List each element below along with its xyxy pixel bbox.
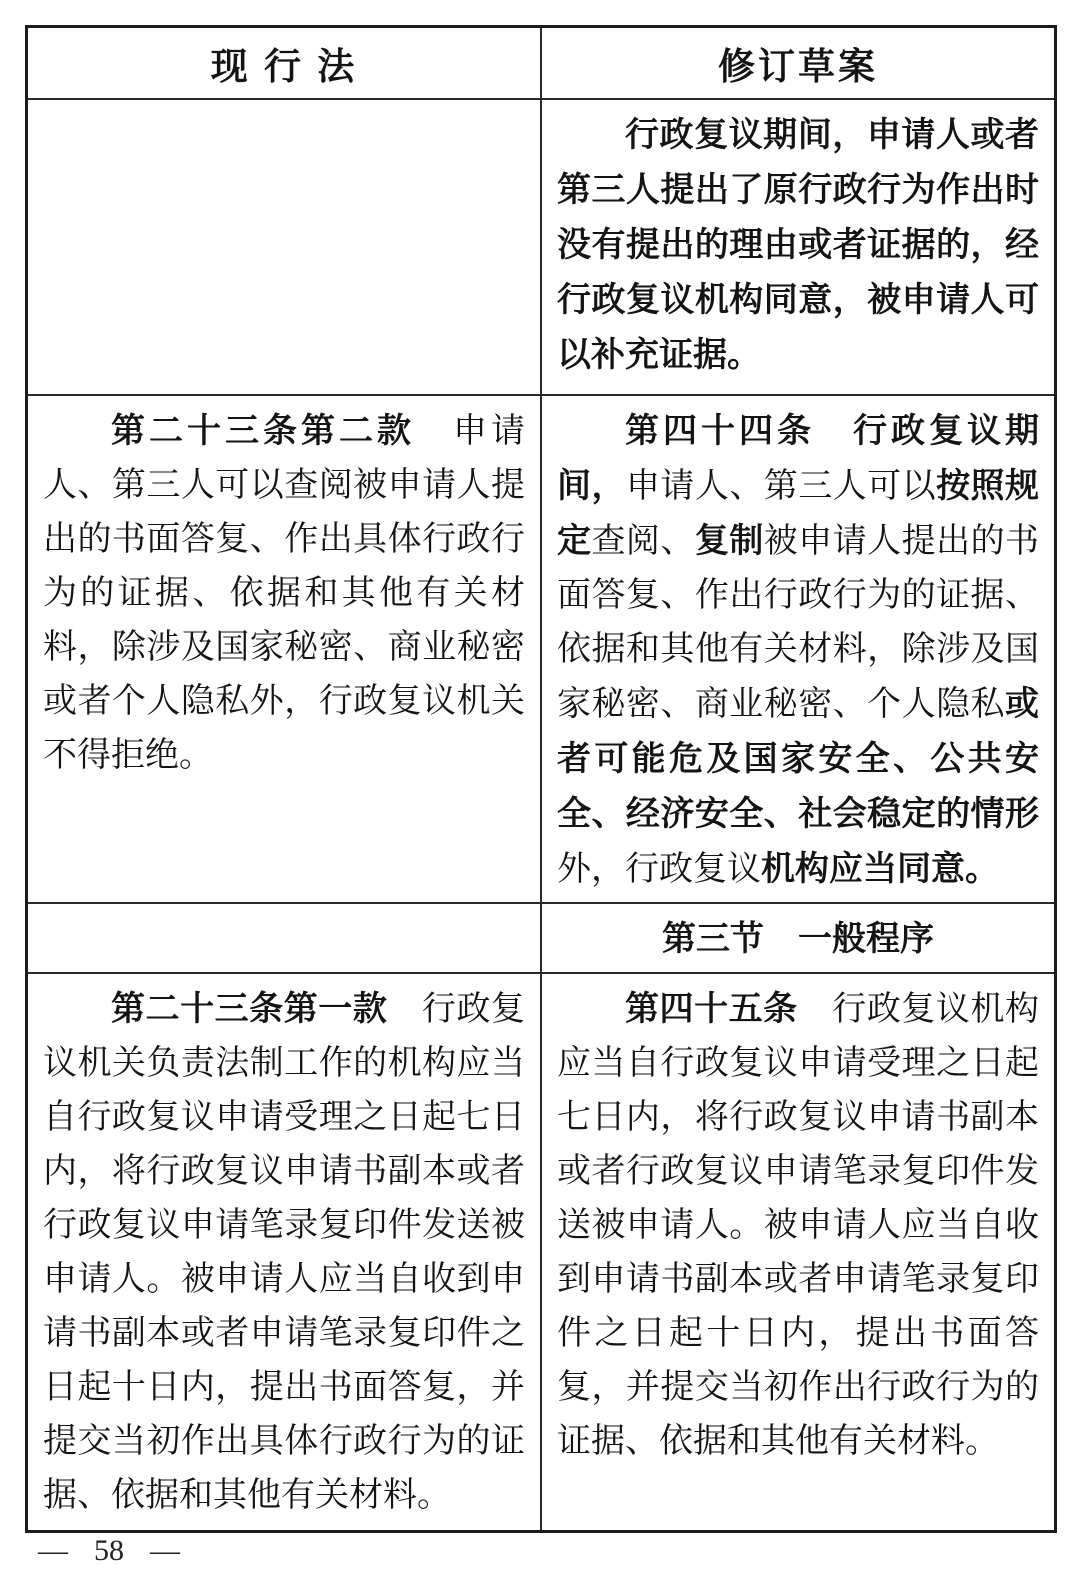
text-segment: 外，行政复议 — [557, 851, 761, 888]
draft-cell-article-45 — [541, 973, 1056, 1532]
current-law-cell-article-23-2 — [27, 395, 542, 903]
page-number: 58 — [94, 1534, 124, 1567]
page-number-footer — [38, 1534, 180, 1568]
text-segment: 查阅、 — [591, 523, 695, 560]
text-segment: 申请人、第三人可以查阅被申请人提出的书面答复、作出具体行政行为的证据、依据和其他有关材料，除涉及国家秘密、商业秘密或者个人隐私外，行政复议机关不得拒绝。 — [43, 413, 525, 774]
current-law-cell-supplement-evidence — [27, 99, 542, 395]
text-segment: 行政复议机关负责法制工作的机构应当自行政复议申请受理之日起七日内，将行政复议申请书副本或者行政复议申请笔录复印件发送被申请人。被申请人应当自收到申请书副本或者申请笔录复印件之日起十日内，提出书面答复，并提交当初作出具体行政行为的证据、依据和其他有关材料。 — [43, 991, 525, 1514]
paragraph — [43, 982, 525, 1522]
paragraph — [557, 404, 1039, 894]
added-text-segment: 第二十三条第二款 — [111, 412, 415, 450]
draft-cell-article-44 — [541, 395, 1056, 903]
added-text-segment: 第四十五条 — [625, 990, 798, 1028]
current-law-cell-article-23-1 — [27, 973, 542, 1532]
cell-text — [43, 912, 525, 964]
text-segment: 申请人、第三人可以 — [625, 468, 937, 505]
current-law-cell-empty — [27, 903, 542, 973]
added-text-segment: 第三节 一般程序 — [662, 920, 934, 958]
text-segment: 被申请人提出的书面答复、作出行政行为的证据、依据和其他有关材料，除涉及国家秘密、商业秘密、个人隐私 — [557, 523, 1039, 723]
paragraph — [43, 404, 525, 783]
table-row — [27, 395, 1056, 903]
added-text-segment: 行政复议期间，申请人或者第三人提出了原行政行为作出时没有提出的理由或者证据的，经行政复议机构同意，被申请人可以补充证据。 — [557, 116, 1039, 374]
added-text-segment: 或者可能危及国家安全、公共安全、经济安全、社会稳定的情形 — [557, 685, 1039, 833]
cell-text — [43, 404, 525, 894]
draft-cell-section-3-heading — [541, 903, 1056, 973]
law-comparison-table — [25, 25, 1057, 1533]
table-row — [27, 99, 1056, 395]
table-header-row — [27, 27, 1056, 100]
paragraph — [557, 912, 1039, 964]
footer-right-dash: — — [150, 1534, 180, 1567]
table-row — [27, 973, 1056, 1532]
cell-text — [557, 108, 1039, 386]
cell-text — [557, 982, 1039, 1522]
added-text-segment: 复制 — [694, 522, 764, 560]
cell-text — [43, 108, 525, 386]
paragraph — [557, 982, 1039, 1469]
footer-left-dash: — — [38, 1534, 68, 1567]
cell-text — [557, 404, 1039, 894]
table-row — [27, 903, 1056, 973]
column-header-revision-draft: 修订草案 — [541, 27, 1056, 100]
cell-text — [43, 982, 525, 1522]
added-text-segment: 第四十四条 行政复议期间， — [557, 412, 1039, 505]
added-text-segment: 第二十三条第一款 — [111, 990, 388, 1028]
added-text-segment: 机构应当同意。 — [761, 850, 999, 888]
column-header-current-law: 现 行 法 — [27, 27, 542, 100]
cell-text — [557, 912, 1039, 964]
paragraph — [557, 108, 1039, 383]
text-segment: 行政复议机构应当自行政复议申请受理之日起七日内，将行政复议申请书副本或者行政复议申请笔录复印件发送被申请人。被申请人应当自收到申请书副本或者申请笔录复印件之日起十日内，提出书面答复，并提交当初作出行政行为的证据、依据和其他有关材料。 — [557, 991, 1039, 1460]
draft-cell-supplement-evidence — [541, 99, 1056, 395]
added-text-segment: 按照规定 — [557, 467, 1039, 560]
